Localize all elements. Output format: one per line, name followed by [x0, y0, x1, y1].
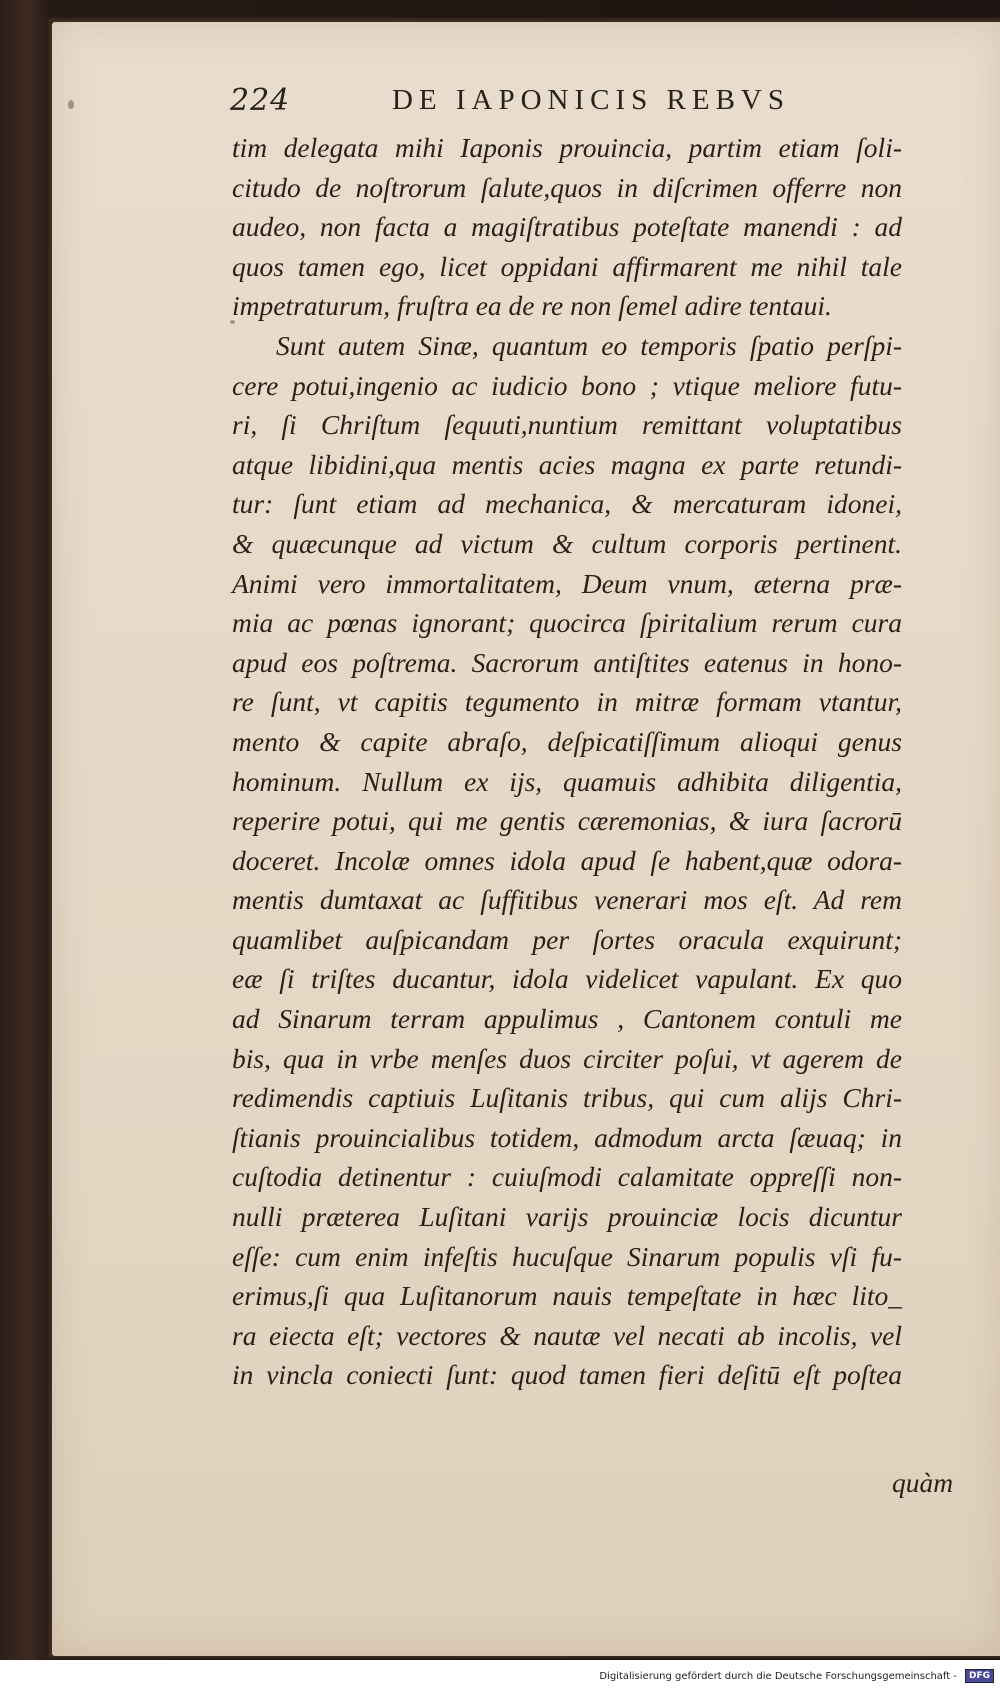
text-line: apud eos poſtrema. Sacrorum antiſtites eatenus in hono- — [232, 646, 902, 678]
text-line: tur: ſunt etiam ad mechanica, & mercaturam idonei, — [232, 488, 902, 520]
text-line: quos tamen ego, licet oppidani affirmarent me nihil tale — [232, 250, 902, 282]
text-line: eſſe: cum enim infeſtis hucuſque Sinarum populis vſi fu- — [232, 1240, 902, 1272]
text-line: atque libidini,qua mentis acies magna ex parte retundi- — [232, 448, 902, 480]
page-header — [230, 80, 790, 120]
text-line: Sunt autem Sinæ, quantum eo temporis ſpatio perſpi- — [276, 329, 902, 361]
text-line: nulli præterea Luſitani varijs prouinciæ locis dicuntur — [232, 1201, 902, 1233]
main-text-block — [232, 128, 902, 1395]
text-line: bis, qua in vrbe menſes duos circiter poſui, vt agerem de — [232, 1042, 902, 1074]
text-line: reperire potui, qui me gentis cæremonias, & iura ſacrorū — [232, 805, 902, 837]
text-line: cuſtodia detinentur : cuiuſmodi calamitate oppreſſi non- — [232, 1161, 902, 1193]
text-line: doceret. Incolæ omnes idola apud ſe habent,quæ odora- — [232, 844, 902, 876]
text-line: impetraturum, fruſtra ea de re non ſemel adire tentaui. — [232, 290, 832, 322]
text-line: redimendis captiuis Luſitanis tribus, qui cum alijs Chri- — [232, 1082, 902, 1114]
text-line: hominum. Nullum ex ijs, quamuis adhibita diligentia, — [232, 765, 902, 797]
text-line: tim delegata mihi Iaponis prouincia, partim etiam ſoli- — [232, 132, 902, 163]
text-line: quamlibet auſpicandam per ſortes oracula exquirunt; — [232, 923, 902, 955]
text-line: ri, ſi Chriſtum ſequuti,nuntium remittant voluptatibus — [232, 409, 902, 441]
text-line: eæ ſi triſtes ducantur, idola videlicet vapulant. Ex quo — [232, 963, 902, 995]
ink-speck — [68, 100, 74, 109]
text-line: mentis dumtaxat ac ſuffitibus venerari mos eſt. Ad rem — [232, 884, 902, 916]
text-line: in vincla coniecti ſunt: quod tamen fieri deſitū eſt poſtea — [232, 1359, 902, 1391]
text-line: & quæcunque ad victum & cultum corporis pertinent. — [232, 527, 902, 559]
text-line: ra eiecta eſt; vectores & nautæ vel necati ab incolis, vel — [232, 1319, 902, 1351]
text-line: cere potui,ingenio ac iudicio bono ; vtique meliore futu- — [232, 369, 902, 401]
text-line: audeo, non facta a magiſtratibus poteſtate manendi : ad — [232, 211, 902, 243]
page-number: 224 — [230, 82, 291, 118]
text-line: ſtianis prouincialibus totidem, admodum arcta ſæuaq; in — [232, 1121, 902, 1153]
text-line: ad Sinarum terram appulimus , Cantonem contuli me — [232, 1003, 902, 1035]
text-line: re ſunt, vt capitis tegumento in mitræ formam vtantur, — [232, 686, 902, 718]
text-line: mento & capite abraſo, deſpicatiſſimum alioqui genus — [232, 725, 902, 757]
text-line: mia ac pœnas ignorant; quocirca ſpiritalium rerum cura — [232, 607, 902, 639]
text-line: erimus,ſi qua Luſitanorum nauis tempeſtate in hæc lito_ — [232, 1280, 902, 1312]
dfg-logo: DFG — [965, 1669, 994, 1683]
running-title: DE IAPONICIS REBVS — [391, 83, 790, 116]
digitization-footer — [0, 1660, 1000, 1692]
text-line: Animi vero immortalitatem, Deum vnum, æterna præ- — [232, 567, 902, 599]
catchword: quàm — [892, 1467, 954, 1498]
funding-credit: Digitalisierung gefördert durch die Deutsche Forschungsgemeinschaft - — [599, 1670, 957, 1682]
text-line: citudo de noſtrorum ſalute,quos in diſcrimen offerre non — [232, 171, 902, 203]
